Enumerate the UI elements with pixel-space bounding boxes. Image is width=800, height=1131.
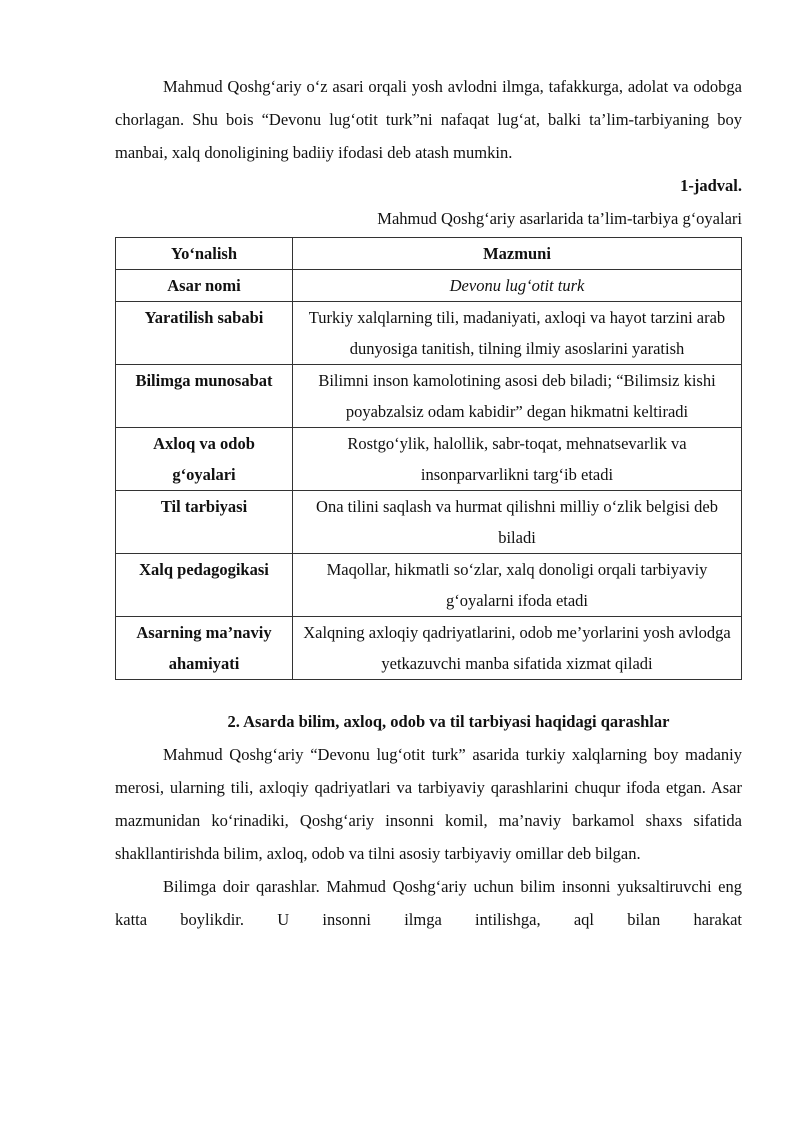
row-key: Axloq va odob g‘oyalari: [116, 428, 293, 491]
row-value: Devonu lug‘otit turk: [293, 270, 742, 302]
intro-paragraph: Mahmud Qoshg‘ariy o‘z asari orqali yosh avlodni ilmga, tafakkurga, adolat va odobga chorlagan. Shu bois “Devonu lug‘otit turk”ni nafaqat lug‘at, balki ta’lim-tarbiyaning boy manbai, xalq donoligining badiiy ifodasi deb atash mumkin.: [115, 77, 742, 162]
row-key: Yaratilish sababi: [116, 302, 293, 365]
row-value: Ona tilini saqlash va hurmat qilishni milliy o‘zlik belgisi deb biladi: [293, 491, 742, 554]
table-row: [116, 302, 742, 365]
section-paragraph: Mahmud Qoshg‘ariy “Devonu lug‘otit turk” asarida turkiy xalqlarning boy madaniy merosi, ularning tili, axloqiy qadriyatlari va tarbiyaviy qarashlarini chuqur ifoda etgan. Asar mazmunidan ko‘rinadiki, Qoshg‘ariy insonni komil, ma’naviy barkamol shaxs sifatida shakllantirishda bilim, axloq, odob va tilni asosiy tarbiyaviy omillar deb bilgan.: [115, 745, 742, 863]
table-row: [116, 554, 742, 617]
row-key: Xalq pedagogikasi: [116, 554, 293, 617]
table-row: [116, 428, 742, 491]
table-row: [116, 365, 742, 428]
table-header-content: Mazmuni: [293, 238, 742, 270]
table-header-direction: Yo‘nalish: [116, 238, 293, 270]
table-row: [116, 270, 742, 302]
table-label: 1-jadval.: [680, 176, 742, 195]
row-value: Maqollar, hikmatli so‘zlar, xalq donoligi orqali tarbiyaviy g‘oyalarni ifoda etadi: [293, 554, 742, 617]
row-value: Xalqning axloqiy qadriyatlarini, odob me’yorlarini yosh avlodga yetkazuvchi manba sifatida xizmat qiladi: [293, 617, 742, 680]
row-key: Asarning ma’naviy ahamiyati: [116, 617, 293, 680]
section-paragraph: Bilimga doir qarashlar. Mahmud Qoshg‘ariy uchun bilim insonni yuksaltiruvchi eng katta boylikdir. U insonni ilmga intilishga, aql bilan harakat: [115, 877, 742, 929]
table-row: [116, 491, 742, 554]
row-key: Bilimga munosabat: [116, 365, 293, 428]
table-row: [116, 617, 742, 680]
row-value: Rostgo‘ylik, halollik, sabr-toqat, mehnatsevarlik va insonparvarlikni targ‘ib etadi: [293, 428, 742, 491]
table-caption: Mahmud Qoshg‘ariy asarlarida ta’lim-tarbiya g‘oyalari: [377, 209, 742, 228]
row-value: Turkiy xalqlarning tili, madaniyati, axloqi va hayot tarzini arab dunyosiga tanitish, tilning ilmiy asoslarini yaratish: [293, 302, 742, 365]
section-heading: 2. Asarda bilim, axloq, odob va til tarbiyasi haqidagi qarashlar: [227, 712, 670, 731]
row-value: Bilimni inson kamolotining asosi deb biladi; “Bilimsiz kishi poyabzalsiz odam kabidir” degan hikmatni keltiradi: [293, 365, 742, 428]
row-key: Til tarbiyasi: [116, 491, 293, 554]
document-page: [115, 70, 742, 936]
table-header-row: [116, 238, 742, 270]
ideas-table: [115, 237, 742, 680]
row-key: Asar nomi: [116, 270, 293, 302]
